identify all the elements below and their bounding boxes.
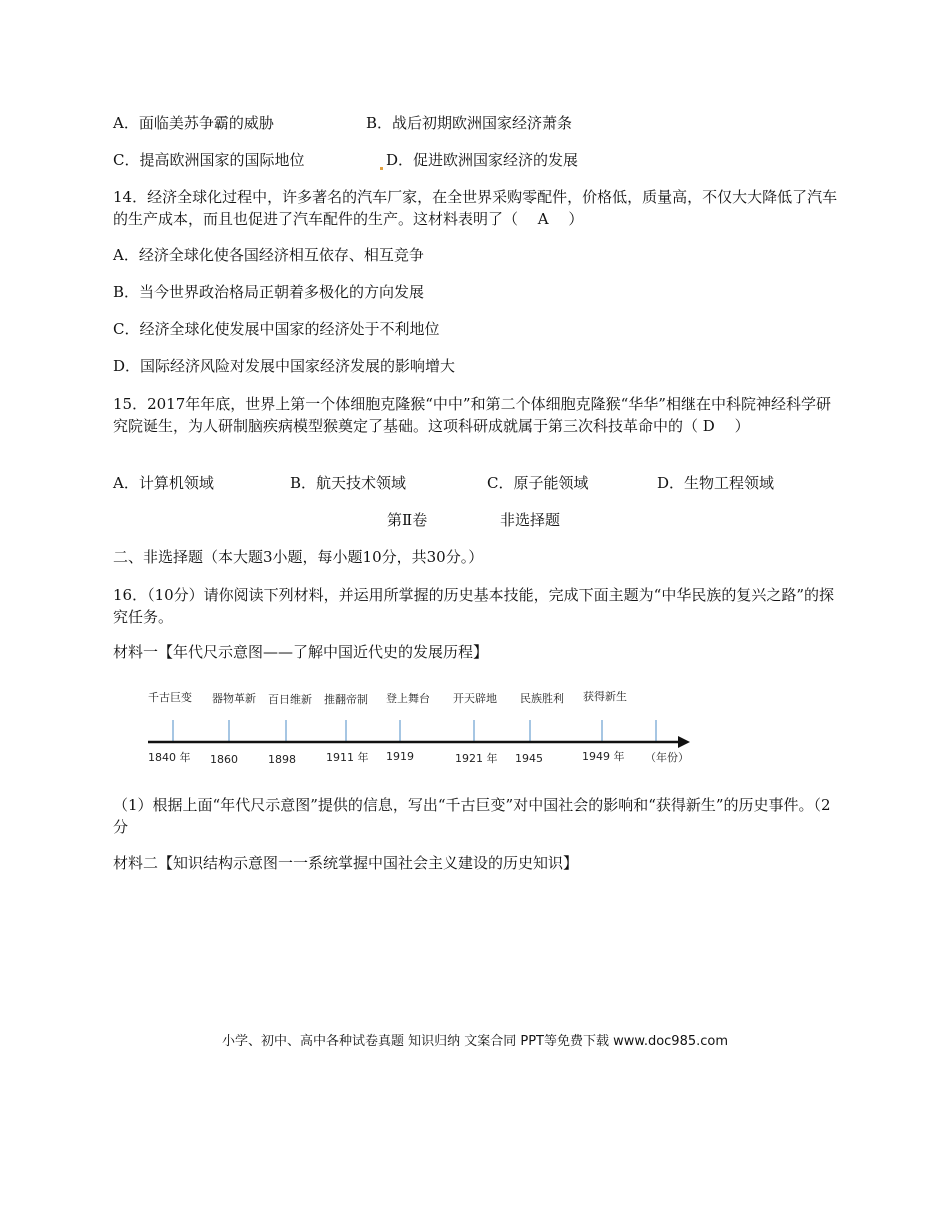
timeline-year: 1945 [515, 752, 543, 765]
section-title-part: 第Ⅱ卷 [387, 511, 428, 529]
q14-stem: 14．经济全球化过程中，许多著名的汽车厂家，在全世界采购零配件，价格低，质量高，不仅大大降低了汽车的生产成本，而且也促进了汽车配件的生产。这材料表明了（ A ） [113, 188, 838, 228]
q15-option-a: A．计算机领域 [113, 474, 214, 492]
q14-option-c: C．经济全球化使发展中国家的经济处于不利地位 [113, 320, 440, 338]
q14-option-d: D．国际经济风险对发展中国家经济发展的影响增大 [113, 357, 456, 375]
q15-option-b: B．航天技术领域 [290, 474, 407, 492]
q13-option-c: C．提高欧洲国家的国际地位 [113, 151, 305, 169]
q15-option-c: C．原子能领域 [487, 474, 589, 492]
timeline-label: 获得新生 [583, 690, 627, 703]
q13-option-d-wrap [380, 150, 578, 170]
q16-sub-question-1: （1）根据上面“年代尺示意图”提供的信息，写出“千古巨变”对中国社会的影响和“获得新生”的历史事件。（2分 [113, 796, 831, 836]
material-two-title: 材料二【知识结构示意图一一系统掌握中国社会主义建设的历史知识】 [113, 854, 579, 872]
timeline-year: 1860 [210, 753, 238, 766]
q15-stem: 15．2017年年底，世界上第一个体细胞克隆猴“中中”和第二个体细胞克隆猴“华华”相继在中科院神经科学研究院诞生，为人研制脑疾病模型猴奠定了基础。这项科研成就属于第三次科技革命中的（ D ） [113, 395, 831, 435]
timeline-label: 器物革新 [212, 692, 256, 705]
q13-option-a: A．面临美苏争霸的威胁 [113, 114, 274, 132]
timeline-year: 1921 年 [455, 752, 498, 765]
page-footer: 小学、初中、高中各种试卷真题 知识归纳 文案合同 PPT等免费下载 www.doc985.com [221, 1034, 729, 1049]
q16-stem: 16．（10分）请你阅读下列材料，并运用所掌握的历史基本技能，完成下面主题为“中华民族的复兴之路”的探究任务。 [113, 586, 835, 626]
material-one-title: 材料一【年代尺示意图——了解中国近代史的发展历程】 [113, 643, 489, 661]
q13-option-d: D．促进欧洲国家经济的发展 [386, 151, 579, 169]
timeline-label: 千古巨变 [148, 691, 192, 704]
section-title-type: 非选择题 [500, 511, 561, 529]
timeline-label: 推翻帝制 [324, 693, 368, 706]
timeline-label: 开天辟地 [453, 692, 497, 705]
timeline-year: 1840 年 [148, 751, 191, 764]
q14-option-b: B．当今世界政治格局正朝着多极化的方向发展 [113, 283, 425, 301]
timeline-year: 1919 [386, 750, 414, 763]
timeline-year: 1898 [268, 753, 296, 766]
timeline-diagram [140, 683, 700, 773]
q15-option-d: D．生物工程领域 [657, 474, 775, 492]
timeline-ticks [173, 720, 656, 741]
section-intro: 二、非选择题（本大题3小题，每小题10分，共30分。） [113, 548, 484, 566]
timeline-label: 百日维新 [268, 693, 312, 706]
q14-option-a: A．经济全球化使各国经济相互依存、相互竞争 [113, 246, 424, 264]
arrow-right-icon [678, 736, 690, 748]
timeline-year: （年份） [645, 751, 689, 764]
orange-dot-mark [380, 167, 383, 170]
timeline-year: 1949 年 [582, 750, 625, 763]
timeline-year: 1911 年 [326, 751, 369, 764]
timeline-label: 民族胜利 [520, 692, 564, 705]
q13-option-b: B．战后初期欧洲国家经济萧条 [366, 114, 573, 132]
timeline-label: 登上舞台 [386, 692, 430, 705]
